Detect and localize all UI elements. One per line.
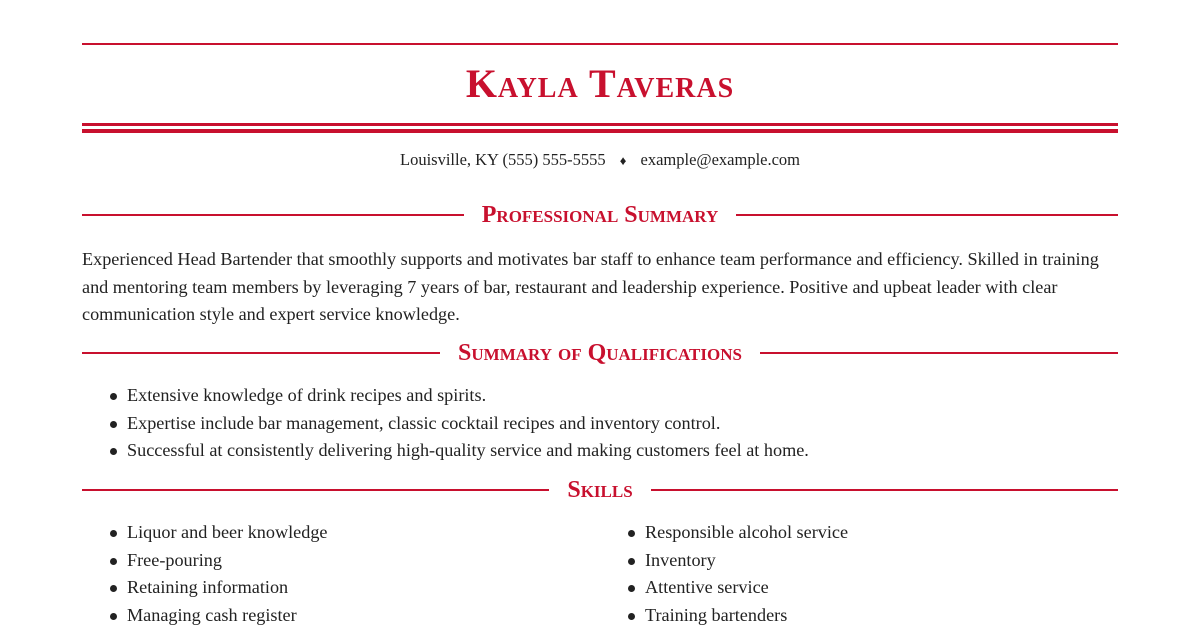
skills-title: Skills [567, 477, 633, 503]
list-item: Expertise include bar management, classic cocktail recipes and inventory control. [82, 410, 809, 438]
heading-rule-right [760, 352, 1118, 354]
name-rule-upper [82, 123, 1118, 126]
list-item: Liquor and beer knowledge [82, 519, 328, 547]
skills-list-right [600, 519, 848, 629]
summary-heading [82, 200, 1118, 230]
resume-page [82, 0, 1118, 630]
heading-rule-left [82, 489, 549, 491]
list-item: Responsible alcohol service [600, 519, 848, 547]
skills-heading [82, 475, 1118, 505]
heading-rule-left [82, 352, 440, 354]
heading-rule-right [736, 214, 1118, 216]
summary-text: Experienced Head Bartender that smoothly supports and motivates bar staff to enhance team performance and efficiency. Skilled in training and mentoring team members by leveraging 7 years of bar, restaurant and leadership experience. Positive and upbeat leader with clear communication style and expert service knowledge. [82, 249, 1099, 324]
name-rule-lower [82, 129, 1118, 133]
heading-rule-left [82, 214, 464, 216]
location-phone: Louisville, KY (555) 555-5555 [399, 150, 606, 169]
list-item: Attentive service [600, 574, 848, 602]
qualifications-list [82, 382, 809, 465]
list-item: Managing cash register [82, 602, 328, 630]
qualifications-title: Summary of Qualifications [458, 340, 742, 366]
skills-list-left [82, 519, 328, 629]
candidate-name: Kayla Taveras [465, 61, 735, 106]
qualifications-heading [82, 338, 1118, 368]
top-rule [82, 43, 1118, 45]
list-item: Retaining information [82, 574, 328, 602]
email-address: example@example.com [640, 150, 801, 169]
list-item: Extensive knowledge of drink recipes and spirits. [82, 382, 809, 410]
summary-title: Professional Summary [481, 202, 719, 228]
diamond-separator-icon: ♦ [619, 153, 627, 168]
contact-line [82, 149, 1118, 172]
list-item: Successful at consistently delivering high-quality service and making customers feel at home. [82, 437, 809, 465]
list-item: Training bartenders [600, 602, 848, 630]
list-item: Free-pouring [82, 547, 328, 575]
heading-rule-right [651, 489, 1118, 491]
list-item: Inventory [600, 547, 848, 575]
